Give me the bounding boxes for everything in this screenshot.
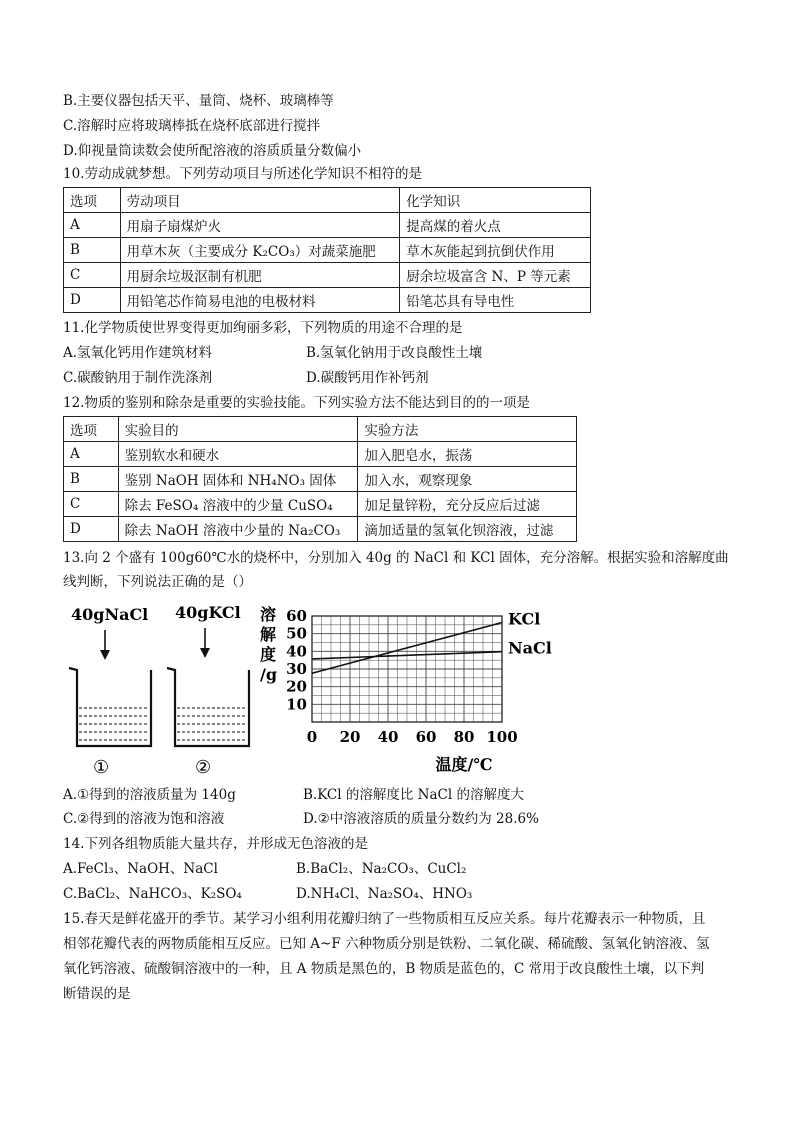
table-cell: 化学知识	[400, 188, 591, 213]
table-cell: B	[64, 238, 121, 263]
table-row	[64, 467, 577, 492]
q14-option-c: C.BaCl₂、NaHCO₃、K₂SO₄	[63, 886, 242, 902]
q11-option-d: D.碳酸钙用作补钙剂	[306, 370, 429, 386]
y-tick-label: 10	[286, 695, 307, 714]
q11-option-b: B.氢氧化钠用于改良酸性土壤	[306, 345, 483, 361]
y-axis-label-char: 溶	[260, 605, 277, 624]
q13-option-a: A.①得到的溶液质量为 140g	[63, 787, 236, 803]
table-cell: 加足量锌粉，充分反应后过滤	[358, 492, 577, 517]
table-cell: 除去 NaOH 溶液中少量的 Na₂CO₃	[118, 517, 358, 542]
table-cell: 鉴别 NaOH 固体和 NH₄NO₃ 固体	[118, 467, 358, 492]
question-15-line4: 断错误的是	[63, 986, 131, 1002]
option-d-line: D.仰视量筒读数会使所配溶液的溶质质量分数偏小	[63, 143, 362, 159]
table-cell: B	[64, 467, 119, 492]
table-row	[64, 442, 577, 467]
y-axis-label-char: 解	[260, 625, 277, 644]
table-cell: 选项	[64, 188, 121, 213]
solubility-chart	[258, 600, 558, 780]
table-row	[64, 492, 577, 517]
question-15-line3: 氧化钙溶液、硫酸铜溶液中的一种，且 A 物质是黑色的，B 物质是蓝色的，C 常用于改良酸性土壤，以下判	[63, 961, 705, 977]
table-q12	[63, 416, 577, 542]
table-cell: 选项	[64, 417, 119, 442]
table-cell: 劳动项目	[120, 188, 400, 213]
table-row	[64, 288, 591, 313]
x-tick-label: 20	[339, 728, 361, 746]
series-label-nacl: NaCl	[508, 638, 552, 658]
table-row	[64, 213, 591, 238]
right-beaker-number: ②	[195, 757, 212, 778]
series-label-kcl: KCl	[508, 609, 541, 629]
left-beaker-number: ①	[93, 757, 110, 778]
q14-option-d: D.NH₄Cl、Na₂SO₄、HNO₃	[296, 886, 473, 902]
table-cell: 除去 FeSO₄ 溶液中的少量 CuSO₄	[118, 492, 358, 517]
table-cell: C	[64, 492, 119, 517]
x-tick-label: 100	[486, 728, 518, 746]
table-cell: 实验目的	[118, 417, 358, 442]
table-cell: 用草木灰（主要成分 K₂CO₃）对蔬菜施肥	[120, 238, 400, 263]
y-tick-label: 50	[286, 624, 307, 643]
question-13-line1: 13.向 2 个盛有 100g60℃水的烧杯中，分别加入 40g 的 NaCl 和 KCl 固体，充分溶解。根据实验和溶解度曲	[63, 550, 729, 566]
question-15-line2: 相邻花瓣代表的两物质能相互反应。已知 A~F 六种物质分别是铁粉、二氧化碳、稀硫酸、氢氧化钠溶液、氢	[63, 936, 710, 952]
left-beaker-label: 40gNaCl	[71, 605, 149, 624]
option-c-line: C.溶解时应将玻璃棒抵在烧杯底部进行搅拌	[63, 118, 321, 134]
table-row	[64, 238, 591, 263]
table-cell: 草木灰能起到抗倒伏作用	[400, 238, 591, 263]
option-b-line: B.主要仪器包括天平、量筒、烧杯、玻璃棒等	[63, 93, 334, 109]
beakers-figure	[63, 598, 263, 778]
q11-option-a: A.氢氧化钙用作建筑材料	[63, 345, 213, 361]
question-14: 14.下列各组物质能大量共存，并形成无色溶液的是	[63, 836, 368, 852]
y-tick-label: 40	[286, 642, 307, 661]
q13-option-d: D.②中溶液溶质的质量分数约为 28.6%	[303, 811, 539, 827]
table-cell: 提高煤的着火点	[400, 213, 591, 238]
y-tick-label: 20	[286, 677, 307, 696]
table-cell: 鉴别软水和硬水	[118, 442, 358, 467]
table-cell: D	[64, 517, 119, 542]
left-arrow	[100, 630, 110, 660]
table-cell: 用扇子扇煤炉火	[120, 213, 400, 238]
table-cell: 加入水，观察现象	[358, 467, 577, 492]
q11-option-c: C.碳酸钠用于制作洗涤剂	[63, 370, 213, 386]
table-cell: 实验方法	[358, 417, 577, 442]
x-tick-label: 60	[415, 728, 437, 746]
question-13-line2: 线判断，下列说法正确的是（）	[63, 574, 252, 590]
table-header-row	[64, 417, 577, 442]
table-header-row	[64, 188, 591, 213]
x-tick-label: 80	[453, 728, 475, 746]
table-cell: 用厨余垃圾沤制有机肥	[120, 263, 400, 288]
question-11: 11.化学物质使世界变得更加绚丽多彩，下列物质的用途不合理的是	[63, 320, 463, 336]
question-15-line1: 15.春天是鲜花盛开的季节。某学习小组利用花瓣归纳了一些物质相互反应关系。每片花瓣表示一种物质，且	[63, 911, 706, 927]
table-cell: D	[64, 288, 121, 313]
table-row	[64, 517, 577, 542]
table-cell: 用铅笔芯作简易电池的电极材料	[120, 288, 400, 313]
y-axis-label-char: /g	[260, 665, 278, 684]
q13-option-b: B.KCl 的溶解度比 NaCl 的溶解度大	[303, 787, 524, 803]
right-beaker	[167, 668, 249, 746]
table-cell: A	[64, 213, 121, 238]
table-row	[64, 263, 591, 288]
table-cell: 加入肥皂水，振荡	[358, 442, 577, 467]
x-tick-label: 0	[306, 728, 318, 746]
y-tick-label: 60	[286, 607, 307, 625]
table-cell: 滴加适量的氢氧化钡溶液，过滤	[358, 517, 577, 542]
table-cell: C	[64, 263, 121, 288]
table-cell: A	[64, 442, 119, 467]
right-arrow	[200, 628, 210, 658]
question-10: 10.劳动成就梦想。下列劳动项目与所述化学知识不相符的是	[63, 166, 422, 182]
table-cell: 铅笔芯具有导电性	[400, 288, 591, 313]
x-tick-label: 40	[377, 728, 399, 746]
right-beaker-label: 40gKCl	[175, 603, 241, 622]
x-axis-label: 温度/℃	[435, 755, 493, 774]
table-cell: 厨余垃圾富含 N、P 等元素	[400, 263, 591, 288]
q13-option-c: C.②得到的溶液为饱和溶液	[63, 811, 225, 827]
left-beaker	[69, 668, 151, 746]
y-axis-label-char: 度	[260, 645, 277, 664]
q14-option-b: B.BaCl₂、Na₂CO₃、CuCl₂	[296, 861, 467, 877]
q14-option-a: A.FeCl₃、NaOH、NaCl	[63, 861, 218, 877]
y-axis-label	[260, 605, 277, 684]
question-12: 12.物质的鉴别和除杂是重要的实验技能。下列实验方法不能达到目的的一项是	[63, 395, 530, 411]
table-q10	[63, 187, 591, 313]
y-tick-label: 30	[286, 660, 307, 678]
